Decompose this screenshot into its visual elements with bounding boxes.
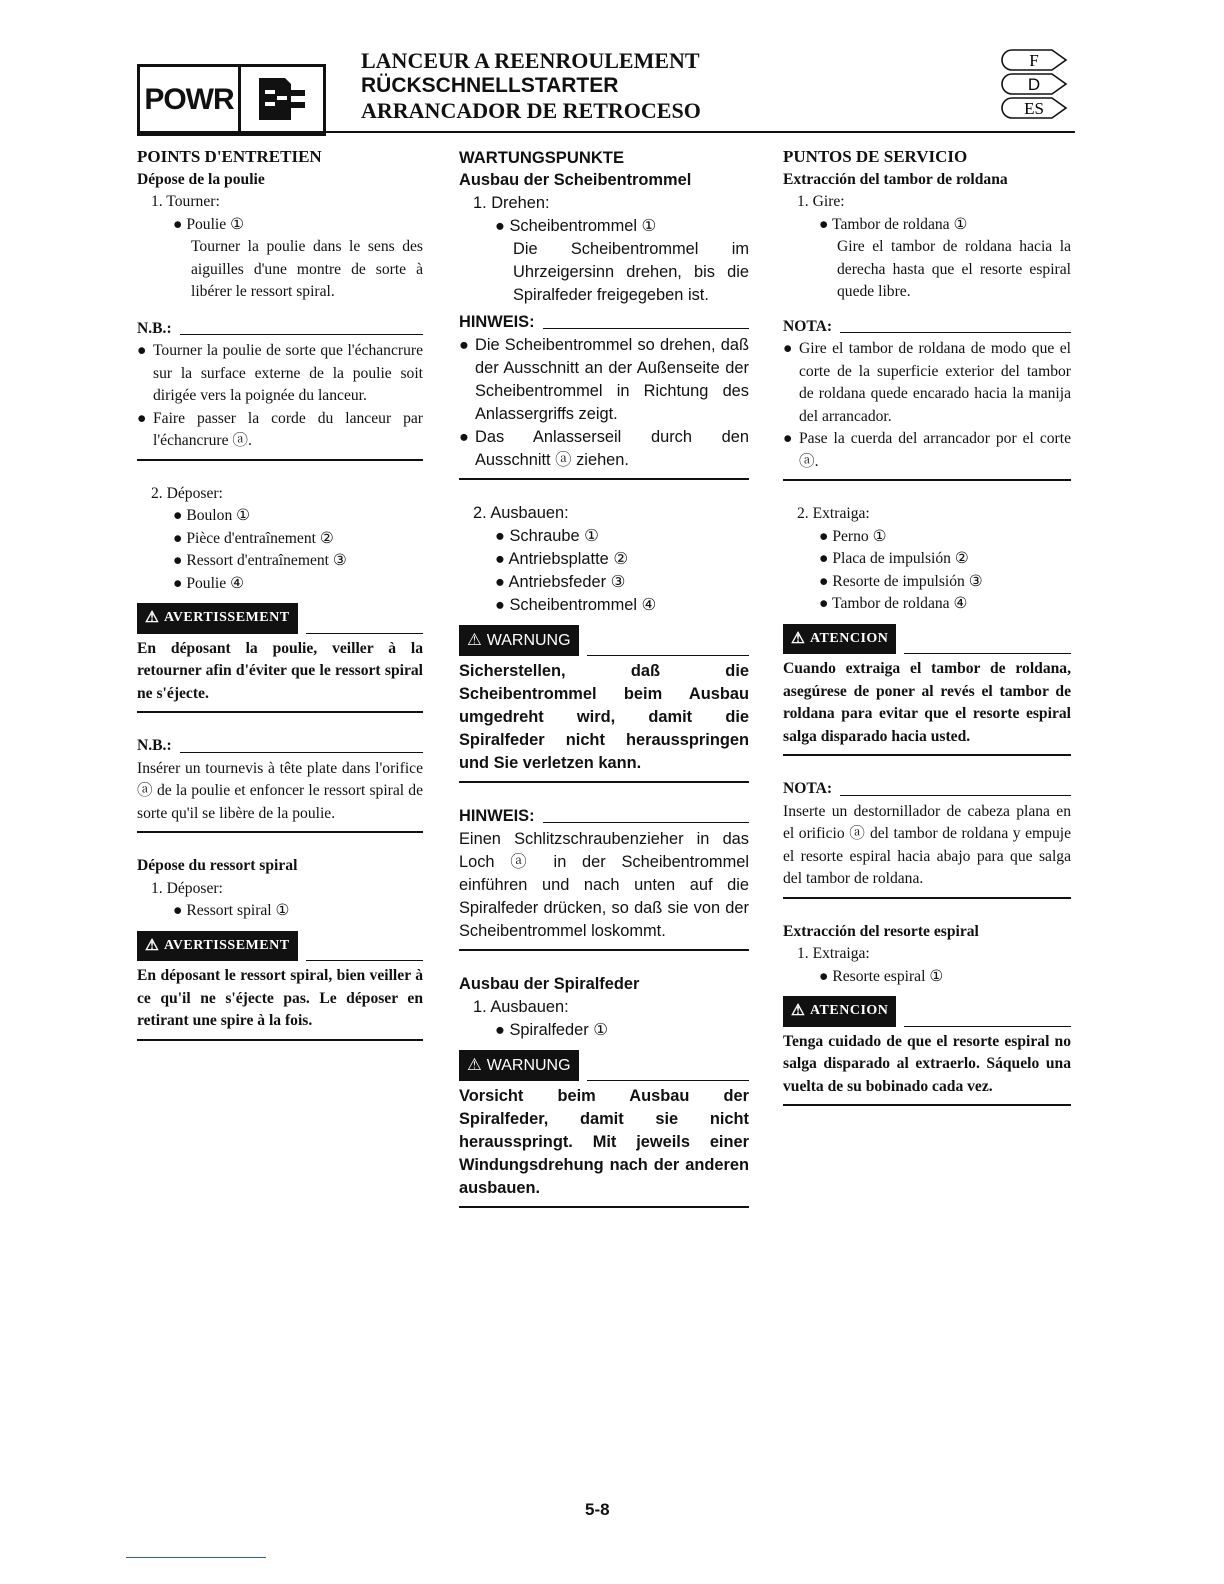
warning-heading: ⚠ AVERTISSEMENT [137, 931, 423, 962]
divider [137, 1039, 423, 1041]
warning-icon: ⚠ [145, 609, 159, 626]
warning-heading: ⚠ AVERTISSEMENT [137, 603, 423, 634]
divider [783, 897, 1071, 899]
title-es: ARRANCADOR DE RETROCESO [361, 98, 701, 123]
note-text: Insérer un tournevis à tête plate dans l'orifice ⓐ de la poulie et enfoncer le ressort spiral de sorte qu'il se libère de la poulie. [137, 759, 423, 822]
lang-d-tag [1000, 72, 1070, 96]
divider [137, 711, 423, 713]
warning-icon: ⚠ [145, 936, 159, 954]
bullet-item: ● Antriebsplatte ② [495, 550, 629, 568]
divider [783, 754, 1071, 756]
footer-line [126, 1557, 266, 1558]
warning-text: Vorsicht beim Ausbau der Spiralfeder, damit sie nicht herausspringt. Mit jeweils einer Windungsdrehung nach der anderen ausbauen. [459, 1087, 749, 1197]
bullet-item: ● Ressort d'entraînement ③ [173, 552, 347, 569]
subsection-title: Extracción del resorte espiral [783, 922, 979, 940]
lang-es-label: ES [1024, 99, 1044, 118]
note-heading: NOTA: [783, 778, 1071, 801]
lang-d-label: D [1027, 75, 1041, 94]
note-item: ● Faire passer la corde du lanceur par l'échancrure ⓐ. [137, 409, 423, 449]
engine-icon [241, 67, 323, 133]
warning-text: En déposant la poulie, veiller à la retourner afin d'éviter que le ressort spiral ne s'éjecte. [137, 639, 423, 702]
subsection-title: Dépose du ressort spiral [137, 857, 298, 874]
subsection-title: Ausbau der Scheibentrommel [459, 171, 692, 189]
column-spanish [783, 146, 1071, 1128]
warning-heading: ⚠ WARNUNG [459, 1050, 749, 1081]
divider [459, 478, 749, 480]
warning-text: Sicherstellen, daß die Scheibentrommel beim Ausbau umgedreht wird, damit die Spiralfeder nicht herausspringen und Sie verletzen kann. [459, 662, 749, 772]
warning-icon: ⚠ [791, 629, 805, 647]
note-heading: NOTA: [783, 316, 1071, 339]
note-heading: N.B.: [137, 318, 423, 341]
warning-text: En déposant le ressort spiral, bien veiller à ce qu'il ne s'éjecte pas. Le déposer en retirant une spire à la fois. [137, 967, 423, 1029]
warning-icon: ⚠ [791, 1002, 805, 1019]
step-2: 2. Extraiga: [797, 505, 870, 522]
step-1: 1. Extraiga: [797, 945, 870, 962]
bullet-item: ● Scheibentrommel ① [495, 217, 657, 235]
subsection-title: Extracción del tambor de roldana [783, 170, 1008, 188]
header-rule [137, 131, 1075, 133]
bullet-item: ● Poulie ① [173, 215, 245, 233]
note-item: ● Pase la cuerda del arrancador por el corte ⓐ. [783, 430, 1071, 470]
warning-icon: ⚠ [467, 631, 482, 649]
title-de: RÜCKSCHNELLSTARTER [361, 74, 619, 97]
section-title: WARTUNGSPUNKTE [459, 148, 625, 167]
instruction-text: Tourner la poulie dans le sens des aiguilles d'une montre de sorte à libérer le ressort spiral. [191, 238, 423, 300]
divider [137, 459, 423, 461]
page-number: 5-8 [585, 1500, 610, 1519]
language-tags [1000, 48, 1080, 120]
step-1: 1. Drehen: [473, 194, 550, 212]
bullet-item: ● Tambor de roldana ① [819, 215, 968, 233]
divider [459, 781, 749, 783]
note-item: ● Das Anlasserseil durch den Ausschnitt ⓐ ziehen. [459, 428, 749, 469]
bullet-item: ● Scheibentrommel ④ [495, 596, 657, 614]
note-text: Inserte un destornillador de cabeza plana en el orificio ⓐ del tambor de roldana y empuje el resorte espiral hacia abajo para que salga del tambor de roldana. [783, 802, 1071, 887]
column-german [459, 146, 749, 1230]
step-2: 2. Ausbauen: [473, 504, 569, 522]
divider [459, 949, 749, 951]
bullet-item: ● Poulie ④ [173, 574, 245, 592]
note-text: Einen Schlitzschraubenzieher in das Loch ⓐ in der Scheibentrommel einführen und nach unten auf die Spiralfeder drücken, so daß sie von der Scheibentrommel loskommt. [459, 830, 749, 940]
divider [783, 1104, 1071, 1106]
divider [459, 1206, 749, 1208]
divider [137, 831, 423, 833]
step-1: 1. Gire: [797, 193, 845, 210]
instruction-text: Gire el tambor de roldana hacia la derecha hasta que el resorte espiral quede libre. [837, 238, 1071, 300]
step-1: 1. Déposer: [151, 879, 223, 897]
section-title: PUNTOS DE SERVICIO [783, 147, 968, 166]
step-1: 1. Tourner: [151, 193, 220, 210]
warning-heading: ⚠ ATENCION [783, 624, 1071, 655]
subsection-title: Ausbau der Spiralfeder [459, 975, 640, 993]
subsection-title: Dépose de la poulie [137, 170, 265, 188]
lang-es-tag [1000, 96, 1070, 120]
powr-badge [137, 64, 326, 136]
bullet-item: ● Resorte espiral ① [819, 967, 944, 985]
bullet-item: ● Placa de impulsión ② [819, 550, 969, 567]
title-fr: LANCEUR A REENROULEMENT [361, 48, 700, 73]
warning-heading: ⚠ ATENCION [783, 996, 1071, 1027]
step-2: 2. Déposer: [151, 484, 223, 502]
note-item: ● Tourner la poulie de sorte que l'échancrure sur la surface externe de la poulie soit dirigée vers la poignée du lanceur. [137, 342, 423, 404]
bullet-item: ● Resorte de impulsión ③ [819, 572, 983, 590]
lang-f-label: F [1029, 51, 1039, 70]
column-french [137, 146, 423, 1063]
bullet-item: ● Perno ① [819, 527, 887, 545]
warning-text: Cuando extraiga el tambor de roldana, asegúrese de poner al revés el tambor de roldana para evitar que el resorte espiral salga disparado hacia usted. [783, 660, 1071, 745]
warning-icon: ⚠ [467, 1056, 482, 1074]
bullet-item: ● Boulon ① [173, 507, 251, 524]
bullet-item: ● Schraube ① [495, 527, 599, 545]
warning-heading: ⚠ WARNUNG [459, 625, 749, 656]
bullet-item: ● Antriebsfeder ③ [495, 573, 626, 591]
note-heading: HINWEIS: [459, 311, 749, 334]
note-heading: HINWEIS: [459, 805, 749, 828]
note-item: ● Die Scheibentrommel so drehen, daß der Ausschnitt an der Außenseite der Scheibentrommel in Richtung des Anlassergriffs zeigt. [459, 336, 749, 423]
title-block [361, 48, 701, 123]
section-title: POINTS D'ENTRETIEN [137, 147, 322, 166]
bullet-item: ● Ressort spiral ① [173, 902, 290, 919]
divider [783, 479, 1071, 481]
bullet-item: ● Spiralfeder ① [495, 1021, 608, 1039]
bullet-item: ● Pièce d'entraînement ② [173, 529, 334, 547]
note-item: ● Gire el tambor de roldana de modo que el corte de la superficie exterior del tambor de roldana quede encarado hacia la manija del arrancador. [783, 340, 1071, 425]
badge-label: POWR [140, 67, 241, 133]
note-heading: N.B.: [137, 735, 423, 758]
lang-f-tag [1000, 48, 1070, 72]
instruction-text: Die Scheibentrommel im Uhrzeigersinn drehen, bis die Spiralfeder freigegeben ist. [513, 240, 749, 304]
warning-text: Tenga cuidado de que el resorte espiral no salga disparado al extraerlo. Sáquelo una vuelta de su bobinado cada vez. [783, 1032, 1071, 1095]
step-1: 1. Ausbauen: [473, 998, 569, 1016]
bullet-item: ● Tambor de roldana ④ [819, 595, 968, 612]
